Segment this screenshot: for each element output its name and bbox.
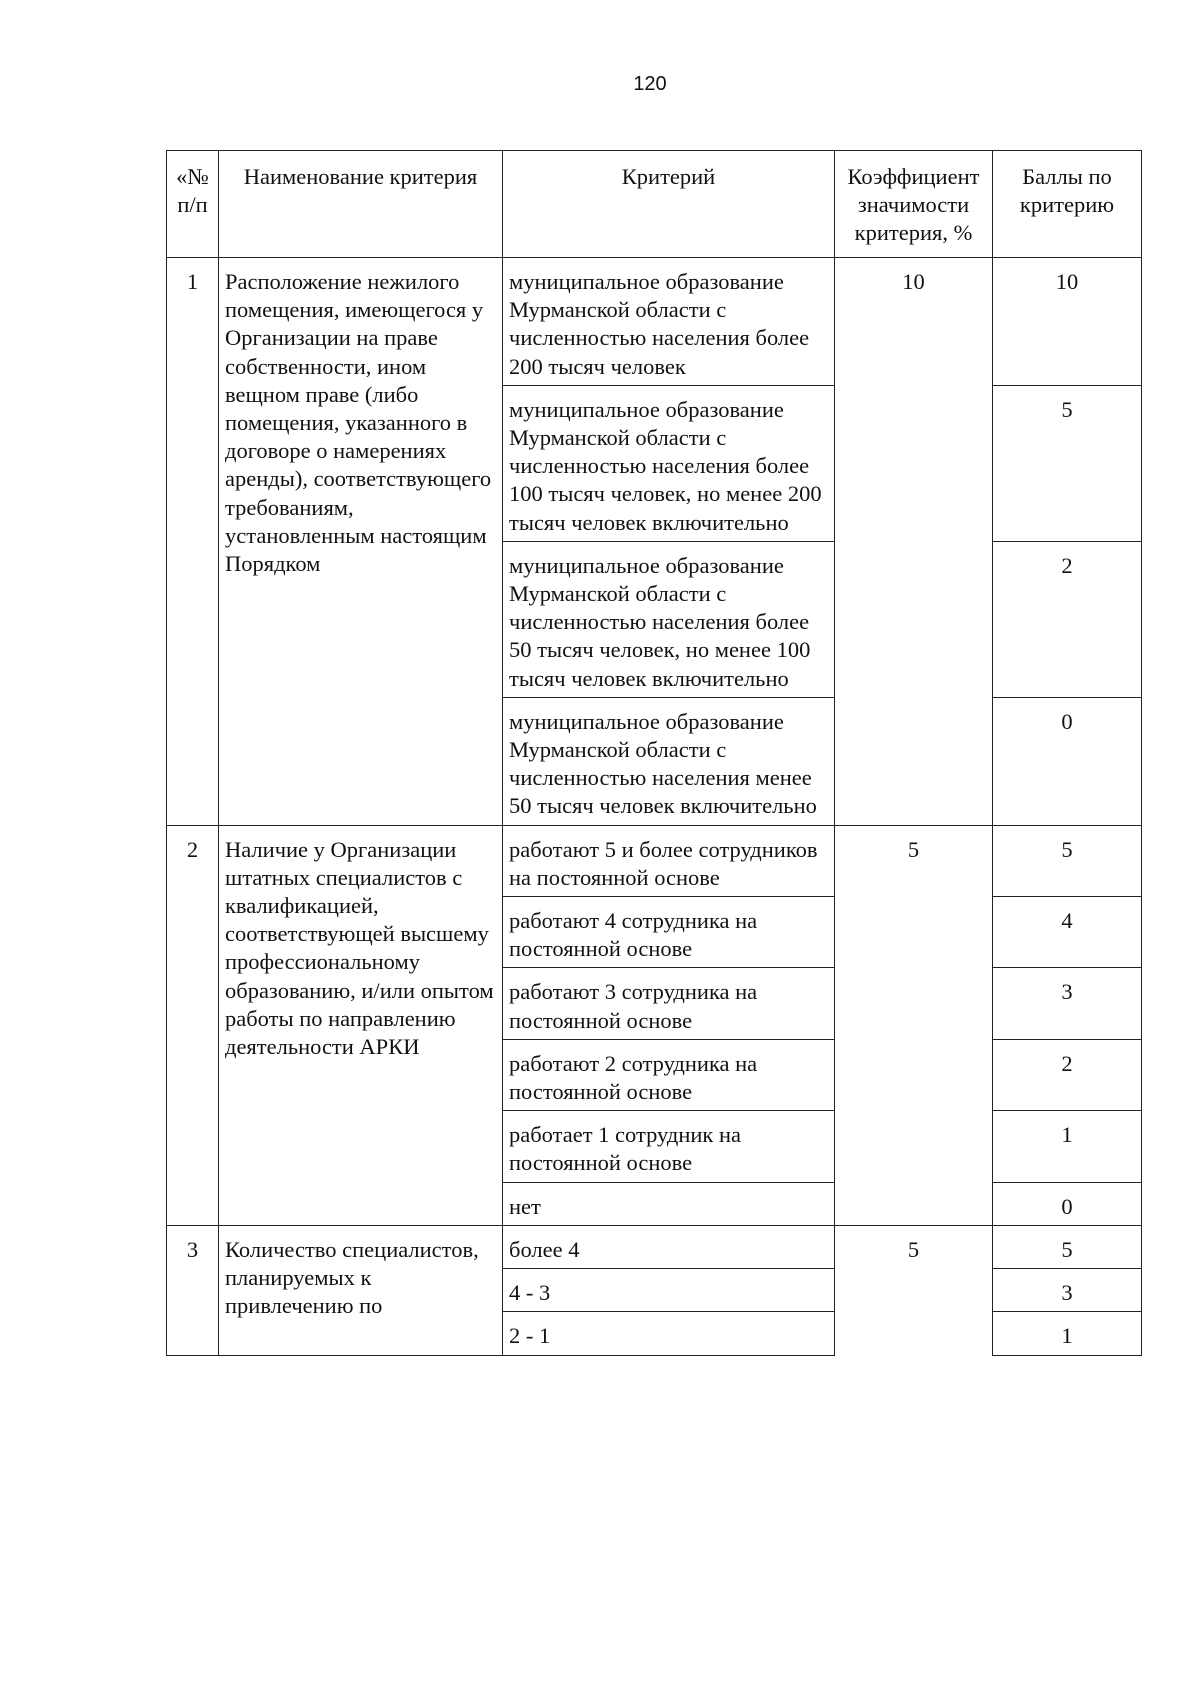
- header-criterion: Критерий: [503, 151, 835, 258]
- score-value: 1: [993, 1312, 1142, 1355]
- criterion-name: Расположение нежилого помещения, имеющегося у Организации на праве собственности, ином вещном праве (либо помещения, указанного в договоре о намерениях аренды), соответствующего требованиям, установленным настоящим Порядком: [219, 258, 503, 826]
- header-score: Баллы по критерию: [993, 151, 1142, 258]
- table-row: [167, 825, 1142, 896]
- table-row: [167, 1225, 1142, 1268]
- criterion-option: муниципальное образование Мурманской области с численностью населения более 50 тысяч человек, но менее 100 тысяч человек включительно: [503, 541, 835, 697]
- score-value: 1: [993, 1111, 1142, 1182]
- table-header-row: [167, 151, 1142, 258]
- score-value: 10: [993, 258, 1142, 386]
- criterion-option: муниципальное образование Мурманской области с численностью населения более 100 тысяч человек, но менее 200 тысяч человек включительно: [503, 385, 835, 541]
- header-coefficient: Коэффициент значимости критерия, %: [835, 151, 993, 258]
- score-value: 5: [993, 1225, 1142, 1268]
- coefficient-value: 5: [835, 825, 993, 1225]
- score-value: 5: [993, 385, 1142, 541]
- row-number: 3: [167, 1225, 219, 1355]
- score-value: 3: [993, 1269, 1142, 1312]
- criterion-option: 2 - 1: [503, 1312, 835, 1355]
- coefficient-value: 5: [835, 1225, 993, 1355]
- criterion-name: Количество специалистов, планируемых к привлечению по: [219, 1225, 503, 1355]
- score-value: 0: [993, 1182, 1142, 1225]
- coefficient-value: 10: [835, 258, 993, 826]
- criterion-option: работают 4 сотрудника на постоянной основе: [503, 897, 835, 968]
- criterion-option: работает 1 сотрудник на постоянной основе: [503, 1111, 835, 1182]
- score-value: 4: [993, 897, 1142, 968]
- criterion-option: работают 5 и более сотрудников на постоянной основе: [503, 825, 835, 896]
- row-number: 2: [167, 825, 219, 1225]
- header-num: «№ п/п: [167, 151, 219, 258]
- row-number: 1: [167, 258, 219, 826]
- table-row: [167, 258, 1142, 386]
- score-value: 0: [993, 697, 1142, 825]
- score-value: 3: [993, 968, 1142, 1039]
- criterion-option: нет: [503, 1182, 835, 1225]
- score-value: 2: [993, 541, 1142, 697]
- criterion-option: муниципальное образование Мурманской области с численностью населения более 200 тысяч человек: [503, 258, 835, 386]
- page-number: 120: [633, 73, 667, 95]
- criterion-option: муниципальное образование Мурманской области с численностью населения менее 50 тысяч человек включительно: [503, 697, 835, 825]
- criteria-table: [166, 150, 1142, 1356]
- criterion-option: работают 2 сотрудника на постоянной основе: [503, 1039, 835, 1110]
- score-value: 2: [993, 1039, 1142, 1110]
- criterion-name: Наличие у Организации штатных специалистов с квалификацией, соответствующей высшему профессиональному образованию, и/или опытом работы по направлению деятельности АРКИ: [219, 825, 503, 1225]
- criterion-option: более 4: [503, 1225, 835, 1268]
- criterion-option: работают 3 сотрудника на постоянной основе: [503, 968, 835, 1039]
- score-value: 5: [993, 825, 1142, 896]
- header-name: Наименование критерия: [219, 151, 503, 258]
- criterion-option: 4 - 3: [503, 1269, 835, 1312]
